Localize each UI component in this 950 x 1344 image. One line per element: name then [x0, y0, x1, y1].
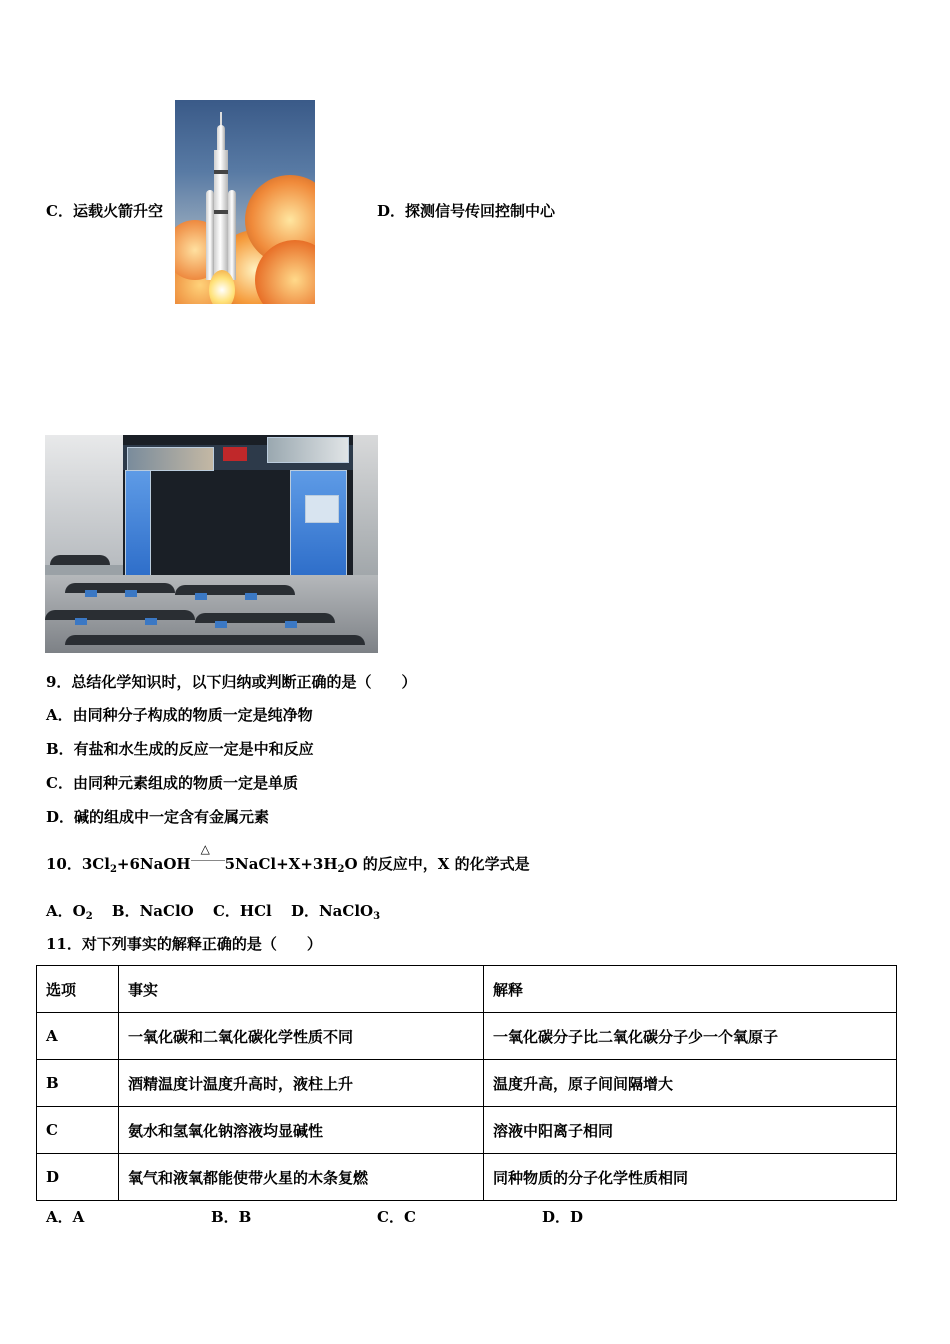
- q10-rhs-a: 5NaCl+X+3H: [224, 855, 338, 873]
- q10-stem: [46, 842, 530, 875]
- row-explanation: 溶液中阳离子相同: [484, 1107, 897, 1154]
- table-row: [37, 1154, 897, 1201]
- q8-option-c: C．运载火箭升空: [46, 202, 163, 220]
- row-label: D: [37, 1154, 119, 1201]
- q10-options: [46, 901, 380, 921]
- row-fact: 氨水和氢氧化钠溶液均显碱性: [119, 1107, 484, 1154]
- q9-option-b: B．有盐和水生成的反应一定是中和反应: [46, 740, 314, 758]
- header-fact: 事实: [119, 966, 484, 1013]
- reaction-arrow: [191, 842, 225, 874]
- q10-rhs-a-sub: 2: [337, 864, 345, 875]
- row-explanation: 一氧化碳分子比二氧化碳分子少一个氧原子: [484, 1013, 897, 1060]
- control-center-image: [45, 435, 378, 653]
- q11-answer-b: B．B: [211, 1208, 252, 1226]
- q11-answer-c: C．C: [377, 1208, 416, 1226]
- q10-lhs-a-sub: 2: [109, 864, 117, 875]
- row-label: A: [37, 1013, 119, 1060]
- q9-option-d: D．碱的组成中一定含有金属元素: [46, 808, 270, 826]
- q10-tail: 的反应中，X 的化学式是: [357, 855, 530, 873]
- heat-condition: △: [200, 842, 210, 856]
- rocket-launch-image: [175, 100, 315, 304]
- table-row: [37, 1060, 897, 1107]
- q11-stem: 11．对下列事实的解释正确的是（ ）: [46, 935, 322, 953]
- row-explanation: 同种物质的分子化学性质相同: [484, 1154, 897, 1201]
- q11-answer-a: A．A: [46, 1208, 85, 1226]
- q9-option-c: C．由同种元素组成的物质一定是单质: [46, 774, 298, 792]
- q10-number: 10．: [46, 855, 82, 873]
- q11-answer-d: D．D: [542, 1208, 584, 1226]
- header-explanation: 解释: [484, 966, 897, 1013]
- q9-stem: 9．总结化学知识时，以下归纳或判断正确的是（ ）: [46, 673, 417, 691]
- row-label: B: [37, 1060, 119, 1107]
- q10-lhs-b: +6NaOH: [116, 855, 191, 873]
- q9-option-a: A．由同种分子构成的物质一定是纯净物: [46, 706, 313, 724]
- row-label: C: [37, 1107, 119, 1154]
- header-option: 选项: [37, 966, 119, 1013]
- q10-lhs-a: 3Cl: [81, 855, 110, 873]
- q10-option-a: A．$O_2$: [46, 902, 93, 922]
- table-header-row: [37, 966, 897, 1013]
- q10-option-c: C．HCl: [212, 902, 272, 920]
- row-fact: 一氧化碳和二氧化碳化学性质不同: [119, 1013, 484, 1060]
- q8-option-d: D．探测信号传回控制中心: [377, 202, 556, 220]
- table-row: [37, 1013, 897, 1060]
- q10-option-b: B．NaClO: [111, 902, 194, 920]
- row-fact: 氧气和液氧都能使带火星的木条复燃: [119, 1154, 484, 1201]
- q10-option-d: D．NaClO$_3$: [290, 902, 381, 922]
- row-explanation: 温度升高，原子间间隔增大: [484, 1060, 897, 1107]
- facts-table: [36, 965, 897, 1201]
- q10-rhs-b: O: [344, 855, 358, 873]
- row-fact: 酒精温度计温度升高时，液柱上升: [119, 1060, 484, 1107]
- table-row: [37, 1107, 897, 1154]
